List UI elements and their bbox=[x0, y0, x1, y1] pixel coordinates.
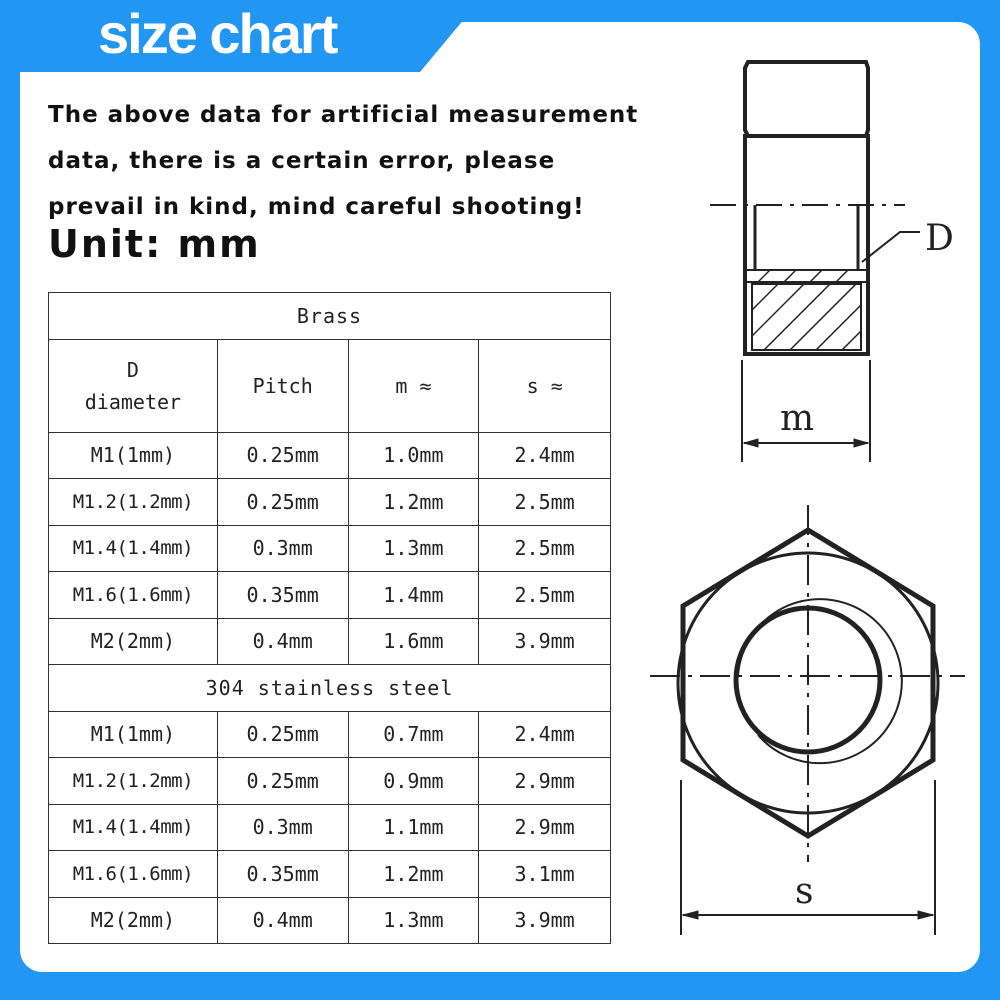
table-cell: M1.4(1.4mm) bbox=[49, 804, 218, 851]
table-cell: 1.3mm bbox=[348, 525, 479, 572]
table-cell: 1.6mm bbox=[348, 618, 479, 665]
column-header: s ≈ bbox=[479, 339, 611, 432]
table-cell: 2.5mm bbox=[479, 525, 611, 572]
section-title: 304 stainless steel bbox=[49, 665, 611, 712]
column-header: m ≈ bbox=[348, 339, 479, 432]
table-cell: 0.3mm bbox=[217, 804, 348, 851]
table-cell: M1.4(1.4mm) bbox=[49, 525, 218, 572]
table-cell: 0.25mm bbox=[217, 711, 348, 758]
table-cell: 0.35mm bbox=[217, 851, 348, 898]
table-cell: 1.2mm bbox=[348, 479, 479, 526]
table-cell: 0.35mm bbox=[217, 572, 348, 619]
notice-line-3: prevail in kind, mind careful shooting! bbox=[48, 194, 585, 220]
table-cell: 0.25mm bbox=[217, 758, 348, 805]
unit-label: Unit: mm bbox=[48, 222, 261, 266]
table-cell: M2(2mm) bbox=[49, 897, 218, 944]
nut-side-view bbox=[710, 62, 920, 462]
table-cell: 1.4mm bbox=[348, 572, 479, 619]
table-cell: 1.3mm bbox=[348, 897, 479, 944]
section-title: Brass bbox=[49, 293, 611, 340]
table-cell: 1.2mm bbox=[348, 851, 479, 898]
table-cell: 2.5mm bbox=[479, 479, 611, 526]
notice-line-1: The above data for artificial measurement bbox=[48, 102, 639, 128]
table-cell: 0.9mm bbox=[348, 758, 479, 805]
table-cell: M1.6(1.6mm) bbox=[49, 572, 218, 619]
diagram-label-m: m bbox=[780, 398, 815, 439]
table-cell: 0.4mm bbox=[217, 618, 348, 665]
table-cell: 0.25mm bbox=[217, 479, 348, 526]
table-cell: M1(1mm) bbox=[49, 711, 218, 758]
table-cell: M1.2(1.2mm) bbox=[49, 479, 218, 526]
table-cell: 3.9mm bbox=[479, 897, 611, 944]
table-cell: 0.7mm bbox=[348, 711, 479, 758]
table-cell: 3.9mm bbox=[479, 618, 611, 665]
table-cell: 1.1mm bbox=[348, 804, 479, 851]
table-cell: 1.0mm bbox=[348, 432, 479, 479]
page-title: size chart bbox=[98, 2, 337, 65]
table-cell: 2.9mm bbox=[479, 758, 611, 805]
table-cell: 0.3mm bbox=[217, 525, 348, 572]
table-cell: M1.2(1.2mm) bbox=[49, 758, 218, 805]
notice-line-2: data, there is a certain error, please bbox=[48, 148, 556, 174]
table-cell: 3.1mm bbox=[479, 851, 611, 898]
diagram-label-d: D bbox=[925, 218, 954, 259]
table-cell: M1.6(1.6mm) bbox=[49, 851, 218, 898]
diagram-label-s: s bbox=[795, 871, 814, 912]
column-header: Pitch bbox=[217, 339, 348, 432]
table-cell: 2.5mm bbox=[479, 572, 611, 619]
table-cell: 2.4mm bbox=[479, 432, 611, 479]
table-cell: 0.25mm bbox=[217, 432, 348, 479]
column-header: D diameter bbox=[49, 339, 218, 432]
table-cell: M2(2mm) bbox=[49, 618, 218, 665]
table-cell: 2.9mm bbox=[479, 804, 611, 851]
table-cell: 2.4mm bbox=[479, 711, 611, 758]
table-cell: M1(1mm) bbox=[49, 432, 218, 479]
table-cell: 0.4mm bbox=[217, 897, 348, 944]
